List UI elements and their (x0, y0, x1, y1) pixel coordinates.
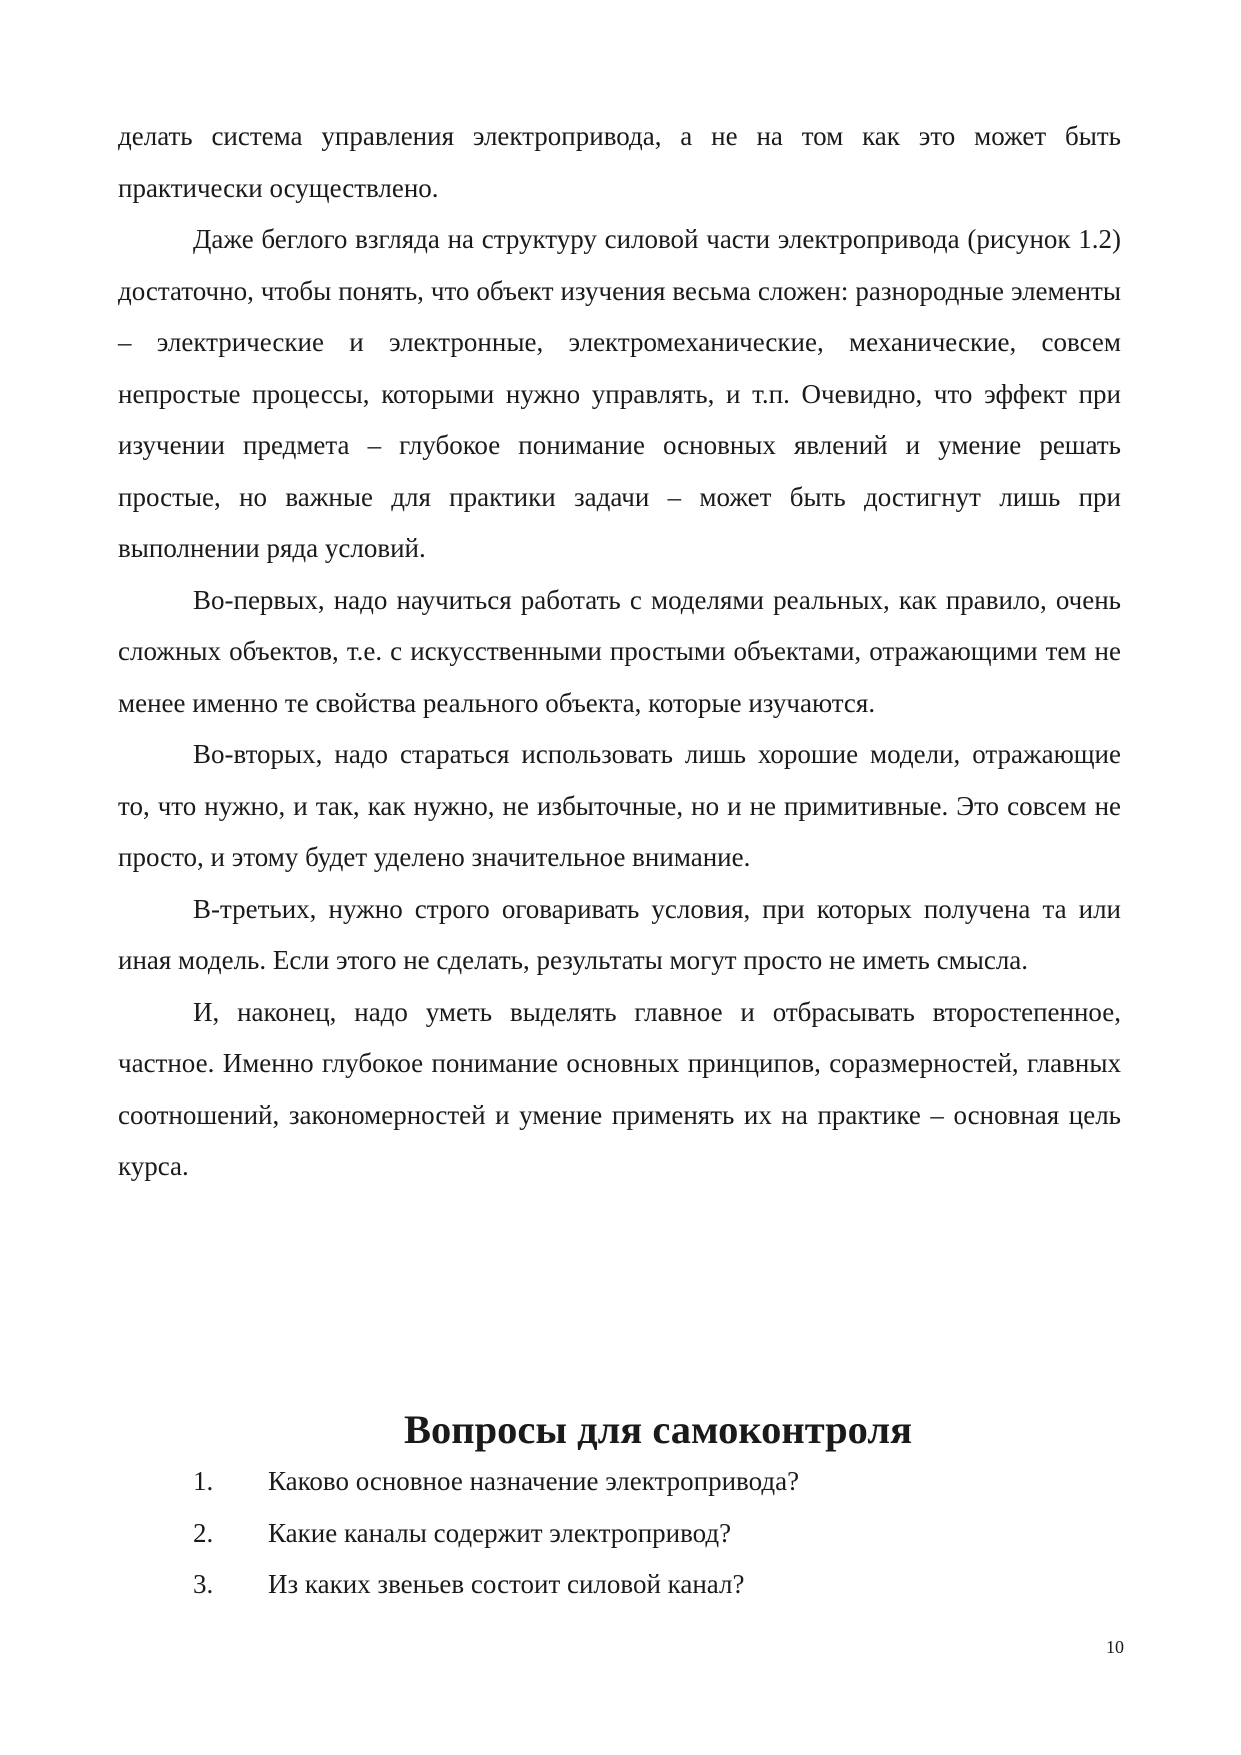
question-text: Какие каналы содержит электропривод? (268, 1517, 732, 1548)
page-number: 10 (1106, 1637, 1124, 1657)
paragraph-continuation: делать система управления электропривода, а не на том как это может быть практически осуществлено. (118, 121, 1121, 203)
question-item (118, 1508, 1121, 1560)
section-title: Вопросы для самоконтроля (403, 1407, 912, 1452)
paragraph-finally: И, наконец, надо уметь выделять главное и отбрасывать второстепенное, частное. Именно глубокое понимание основных принципов, соразмерностей, главных соотношений, закономерностей и умение применять их на практике – основная цель курса. (118, 996, 1121, 1181)
question-item (118, 1559, 1121, 1611)
paragraph-first: Во-первых, надо научиться работать с моделями реальных, как правило, очень сложных объектов, т.е. с искусственными простыми объектами, отражающими тем не менее именно те свойства реального объекта, которые изучаются. (118, 584, 1121, 718)
question-text: Из каких звеньев состоит силовой канал? (268, 1569, 745, 1599)
question-number: 2. (193, 1517, 214, 1548)
question-number: 3. (193, 1569, 214, 1599)
body-text (118, 111, 1121, 1193)
question-text: Каково основное назначение электропривода? (268, 1466, 800, 1496)
question-number: 1. (193, 1466, 214, 1496)
paragraph-structure: Даже беглого взгляда на структуру силовой части электропривода (рисунок 1.2) достаточно, чтобы понять, что объект изучения весьма сложен: разнородные элементы – электрические и электронные, электромеханические, механические, совсем непростые процессы, которыми нужно управлять, и т.п. Очевидно, что эффект при изучении предмета – глубокое понимание основных явлений и умение решать простые, но важные для практики задачи – может быть достигнут лишь при выполнении ряда условий. (118, 224, 1121, 563)
paragraph-second: Во-вторых, надо стараться использовать лишь хорошие модели, отражающие то, что нужно, и так, как нужно, не избыточные, но и не примитивные. Это совсем не просто, и этому будет уделено значительное внимание. (118, 739, 1121, 872)
question-item (118, 1456, 1121, 1508)
questions-list (118, 1456, 1121, 1611)
paragraph-third: В-третьих, нужно строго оговаривать условия, при которых получена та или иная модель. Если этого не сделать, результаты могут просто не иметь смысла. (118, 893, 1121, 975)
